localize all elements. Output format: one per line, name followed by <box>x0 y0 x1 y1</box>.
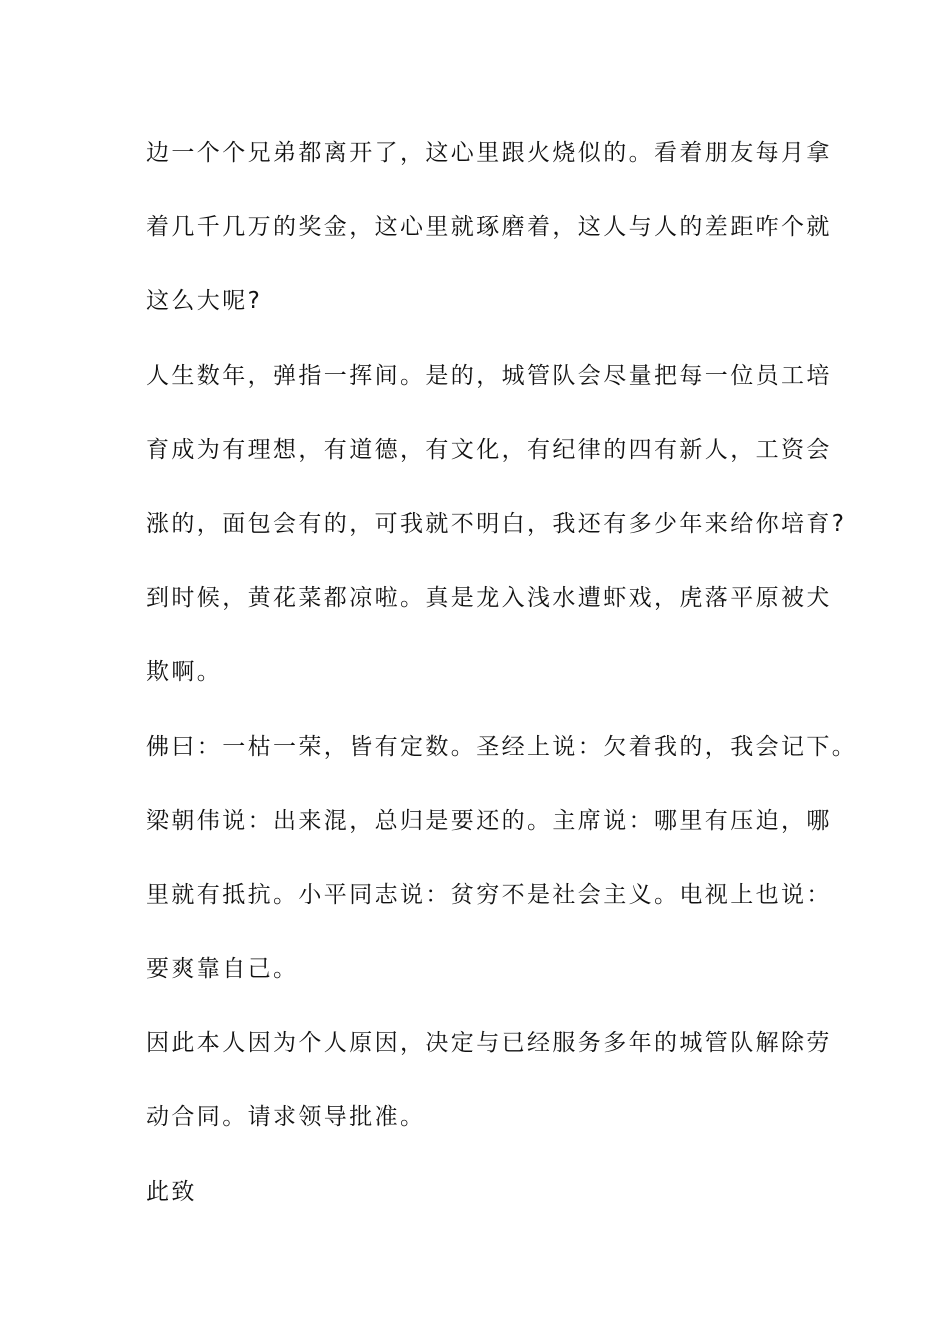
text-line: 里就有抵抗。小平同志说：贫穷不是社会主义。电视上也说： <box>146 881 832 908</box>
text-line: 到时候，黄花菜都凉啦。真是龙入浅水遭虾戏，虎落平原被犬 <box>146 585 832 612</box>
text-line: 梁朝伟说：出来混，总归是要还的。主席说：哪里有压迫，哪 <box>146 807 832 834</box>
text-line: 因此本人因为个人原因，决定与已经服务多年的城管队解除劳 <box>146 1030 832 1057</box>
text-line: 要爽靠自己。 <box>146 956 299 983</box>
text-line: 佛曰：一枯一荣，皆有定数。圣经上说：欠着我的，我会记下。 <box>146 733 858 760</box>
document-body <box>146 131 858 1244</box>
text-line: 涨的，面包会有的，可我就不明白，我还有多少年来给你培育? <box>146 510 847 537</box>
closing-line: 此致 <box>146 1178 197 1205</box>
text-line: 动合同。请求领导批准。 <box>146 1104 426 1131</box>
text-line: 这么大呢? <box>146 288 263 315</box>
text-line: 欺啊。 <box>146 659 223 686</box>
text-line: 着几千几万的奖金，这心里就琢磨着，这人与人的差距咋个就 <box>146 214 832 241</box>
text-line: 育成为有理想，有道德，有文化，有纪律的四有新人，工资会 <box>146 436 832 463</box>
text-line: 边一个个兄弟都离开了，这心里跟火烧似的。看着朋友每月拿 <box>146 140 832 166</box>
text-line: 人生数年，弹指一挥间。是的，城管队会尽量把每一位员工培 <box>146 362 832 389</box>
